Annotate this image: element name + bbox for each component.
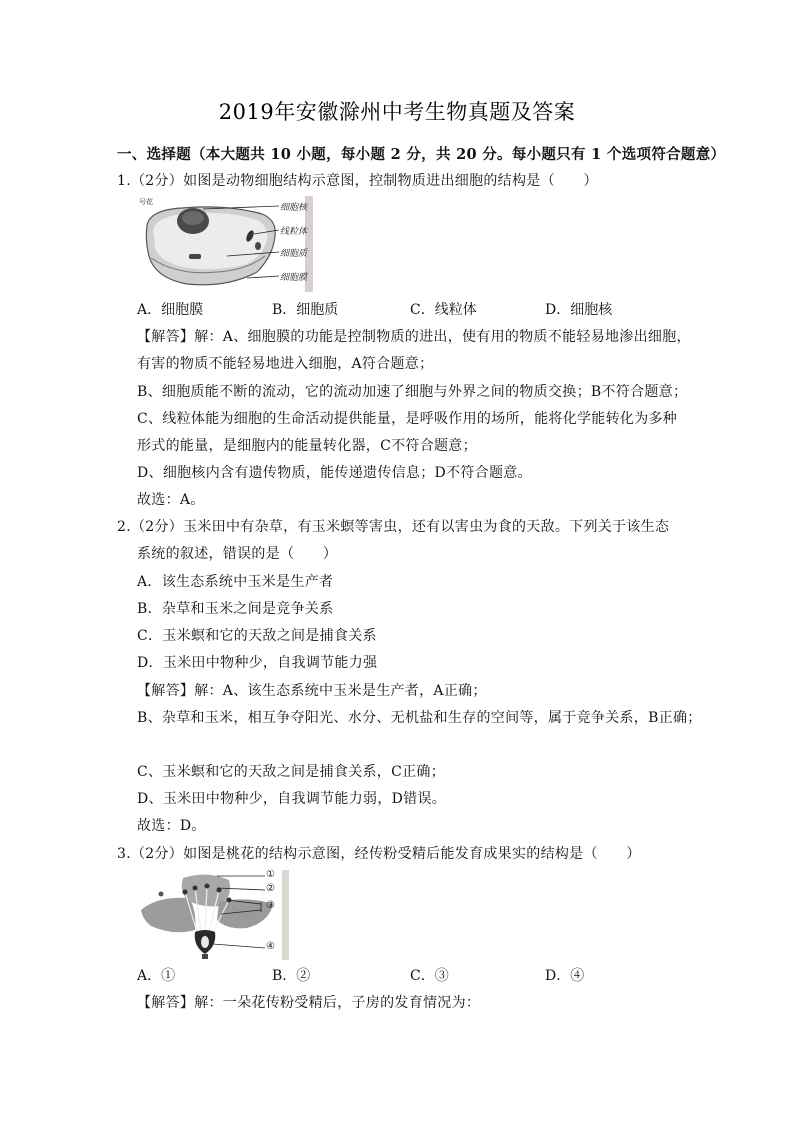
label-4: ④	[266, 941, 275, 952]
q2-option-a: A．该生态系统中玉米是生产者	[137, 574, 334, 590]
label-3: ③	[266, 900, 275, 911]
q1-answer-line-5: 形式的能量，是细胞内的能量转化器，C不符合题意；	[137, 438, 477, 454]
q1-answer-line-3: B、细胞质能不断的流动，它的流动加速了细胞与外界之间的物质交换；B不符合题意；	[137, 384, 688, 400]
question-2-stem-line-1: 2.（2分）玉米田中有杂草，有玉米螟等害虫，还有以害虫为食的天敌。下列关于该生态	[117, 519, 670, 535]
q1-option-d: D．细胞核	[545, 302, 613, 318]
label-nucleus: 细胞核	[280, 203, 308, 213]
q2-answer-line-3: C、玉米螟和它的天敌之间是捕食关系，C正确；	[137, 764, 446, 780]
label-cell-membrane: 细胞膜	[280, 273, 308, 283]
label-1: ①	[266, 870, 275, 880]
q3-answer-line-1: 【解答】解：一朵花传粉受精后，子房的发育情况为：	[137, 995, 481, 1011]
q2-answer-line-4: D、玉米田中物种少，自我调节能力弱，D错误。	[137, 791, 447, 807]
label-cytoplasm: 细胞质	[280, 249, 308, 259]
animal-cell-diagram	[137, 196, 313, 292]
q1-answer-line-6: D、细胞核内含有遗传物质，能传递遗传信息；D不符合题意。	[137, 465, 532, 481]
q2-answer-line-2: B、杂草和玉米，相互争夺阳光、水分、无机盐和生存的空间等，属于竞争关系，B正确；	[137, 710, 702, 726]
q1-answer-line-2: 有害的物质不能轻易地进入细胞，A符合题意；	[137, 356, 434, 372]
peach-flower-diagram	[137, 870, 289, 960]
q2-option-b: B．杂草和玉米之间是竞争关系	[137, 601, 334, 617]
page-title: 2019年安徽滁州中考生物真题及答案	[218, 100, 576, 124]
q2-answer-line-1: 【解答】解：A、该生态系统中玉米是生产者，A正确；	[137, 683, 487, 699]
q1-answer-line-1: 【解答】解：A、细胞膜的功能是控制物质的进出，使有用的物质不能轻易地渗出细胞，	[137, 329, 691, 345]
section-heading: 一、选择题（本大题共 10 小题，每小题 2 分，共 20 分。每小题只有 1 个选项符合题意）	[117, 146, 726, 163]
question-2-stem-line-2: 系统的叙述，错误的是（ ）	[137, 546, 338, 562]
q2-option-d: D．玉米田中物种少，自我调节能力强	[137, 655, 378, 671]
label-mitochondria: 线粒体	[280, 227, 308, 237]
q3-option-c: C．③	[410, 968, 449, 984]
q2-answer-conclusion: 故选：D。	[137, 818, 206, 834]
q1-option-c: C．线粒体	[410, 302, 477, 318]
q3-option-a: A．①	[137, 968, 176, 984]
question-3-stem: 3.（2分）如图是桃花的结构示意图，经传粉受精后能发育成果实的结构是（ ）	[117, 846, 641, 862]
question-1-stem: 1.（2分）如图是动物细胞结构示意图，控制物质进出细胞的结构是（ ）	[117, 173, 598, 189]
svg-text:号花: 号花	[139, 198, 153, 206]
q1-answer-conclusion: 故选：A。	[137, 492, 205, 508]
q1-option-b: B．细胞质	[272, 302, 339, 318]
q1-answer-line-4: C、线粒体能为细胞的生命活动提供能量，是呼吸作用的场所，能将化学能转化为多种	[137, 411, 678, 427]
q2-option-c: C．玉米螟和它的天敌之间是捕食关系	[137, 628, 377, 644]
label-2: ②	[266, 883, 275, 894]
q3-option-d: D．④	[545, 968, 585, 984]
q3-option-b: B．②	[272, 968, 311, 984]
q1-option-a: A．细胞膜	[137, 302, 204, 318]
